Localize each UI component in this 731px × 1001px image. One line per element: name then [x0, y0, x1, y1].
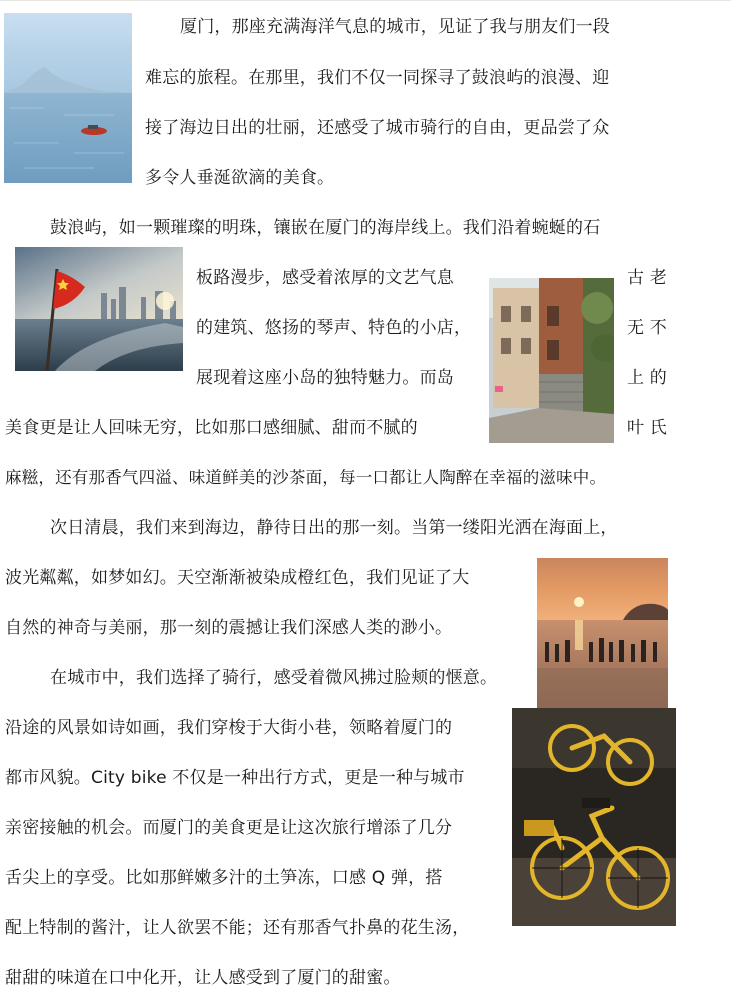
gulangyu-line-2-right-a: 古: [627, 268, 645, 288]
gulangyu-line-3-left: 的建筑、悠扬的琴声、特色的小店，: [196, 318, 472, 338]
page-top-rule: [0, 0, 731, 1]
sunrise-line-1: 次日清晨，我们来到海边，静待日出的那一刻。当第一缕阳光洒在海面上，: [50, 518, 618, 538]
yellow-bikes-photo: [512, 708, 676, 926]
cycling-line-7: 甜甜的味道在口中化开，让人感受到了厦门的甜蜜。: [5, 968, 401, 988]
intro-line-1: 厦门，那座充满海洋气息的城市，见证了我与朋友们一段: [180, 17, 610, 37]
gulangyu-line-3-right-b: 不: [649, 318, 667, 338]
gulangyu-line-4-right-a: 上: [627, 368, 645, 388]
cycling-line-4: 亲密接触的机会。而厦门的美食更是让这次旅行增添了几分: [5, 818, 453, 838]
intro-line-2: 难忘的旅程。在那里，我们不仅一同探寻了鼓浪屿的浪漫、迎: [145, 68, 610, 88]
gulangyu-line-2-right-b: 老: [649, 268, 667, 288]
gulangyu-line-5-right: [627, 416, 667, 440]
cycling-line-1: 在城市中，我们选择了骑行，感受着微风拂过脸颊的惬意。: [50, 668, 498, 688]
gulangyu-line-1: 鼓浪屿，如一颗璀璨的明珠，镶嵌在厦门的海岸线上。我们沿着蜿蜒的石: [50, 218, 601, 238]
gulangyu-line-5-right-a: 叶: [627, 418, 645, 438]
gulangyu-line-2-left: 板路漫步，感受着浓厚的文艺气息: [196, 268, 454, 288]
gulangyu-line-4-left: 展现着这座小岛的独特魅力。而岛: [196, 368, 454, 388]
sea-boat-photo: [4, 13, 132, 183]
gulangyu-line-5-left: 美食更是让人回味无穷，比如那口感细腻、甜而不腻的: [5, 418, 418, 438]
old-building-photo: [489, 278, 614, 443]
gulangyu-line-5-right-b: 氏: [649, 418, 667, 438]
sunrise-beach-photo: [537, 558, 668, 732]
sunrise-line-2: 波光粼粼，如梦如幻。天空渐渐被染成橙红色，我们见证了大: [5, 568, 470, 588]
sunrise-line-3: 自然的神奇与美丽，那一刻的震撼让我们深感人类的渺小。: [5, 618, 453, 638]
intro-line-3: 接了海边日出的壮丽，还感受了城市骑行的自由，更品尝了众: [145, 118, 610, 138]
gulangyu-line-2-right: [627, 266, 667, 290]
gulangyu-line-3-right-a: 无: [627, 318, 645, 338]
gulangyu-line-6: 麻糍，还有那香气四溢、味道鲜美的沙茶面，每一口都让人陶醉在幸福的滋味中。: [5, 468, 607, 487]
cycling-line-2: 沿途的风景如诗如画，我们穿梭于大街小巷，领略着厦门的: [5, 718, 453, 738]
gulangyu-line-4-right: [627, 366, 667, 390]
gulangyu-line-3-right: [627, 316, 667, 340]
gulangyu-line-4-right-b: 的: [649, 368, 667, 388]
cycling-line-6: 配上特制的酱汁，让人欲罢不能；还有那香气扑鼻的花生汤，: [5, 918, 470, 938]
flag-ferry-photo: [15, 247, 183, 371]
cycling-line-3: 都市风貌。City bike 不仅是一种出行方式，更是一种与城市: [5, 768, 465, 788]
cycling-line-5: 舌尖上的享受。比如那鲜嫩多汁的土笋冻，口感 Q 弹，搭: [5, 868, 443, 888]
intro-line-4: 多令人垂涎欲滴的美食。: [145, 168, 335, 188]
